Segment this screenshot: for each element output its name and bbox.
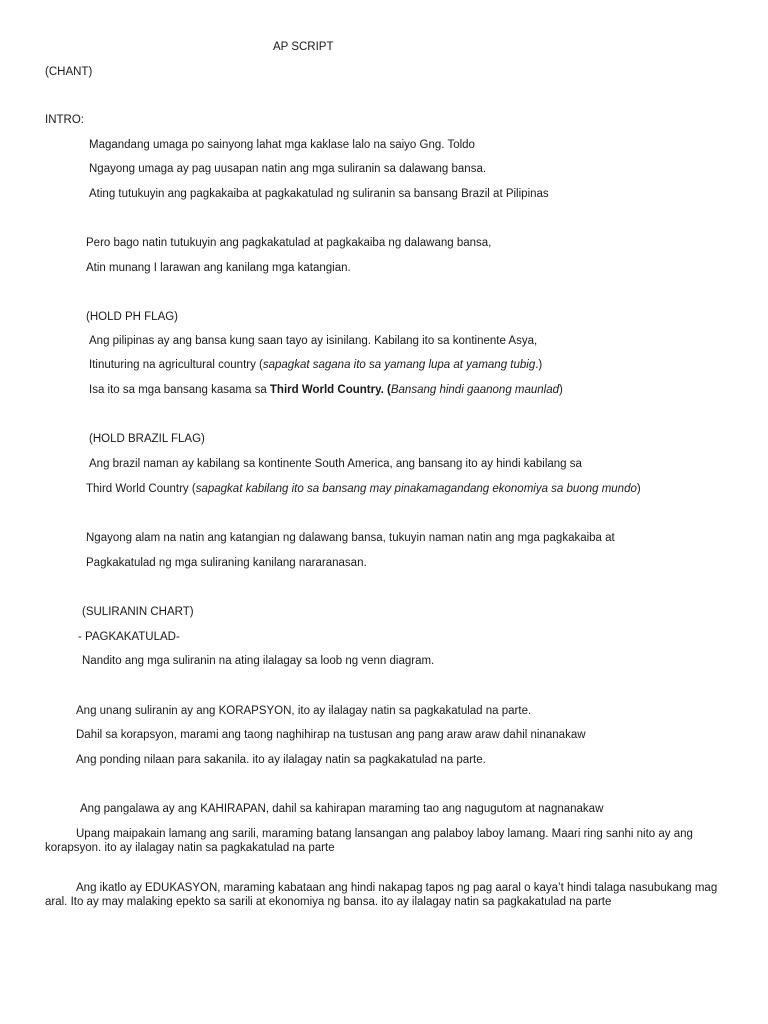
- brazil-flag-cue: (HOLD BRAZIL FLAG): [89, 433, 205, 445]
- intro-line: Magandang umaga po sainyong lahat mga kaklase lalo na saiyo Gng. Toldo: [89, 139, 475, 151]
- chant-cue: (CHANT): [45, 66, 93, 78]
- suliranin-line: Nandito ang mga suliranin na ating ilalagay sa loob ng venn diagram.: [82, 655, 435, 667]
- transition-line: Pero bago natin tutukuyin ang pagkakatulad at pagkakaiba ng dalawang bansa,: [86, 237, 492, 249]
- ph-flag-cue: (HOLD PH FLAG): [86, 311, 179, 323]
- transition-line: Atin munang I larawan ang kanilang mga katangian.: [86, 262, 351, 274]
- document-title: AP SCRIPT: [273, 41, 334, 53]
- intro-label: INTRO:: [45, 114, 84, 126]
- ph-line: Isa ito sa mga bansang kasama sa Third World Country. (Bansang hindi gaanong maunlad): [89, 384, 563, 396]
- suliranin-chart-cue: (SULIRANIN CHART): [82, 606, 194, 618]
- pagkakatulad-heading: - PAGKAKATULAD-: [78, 631, 180, 643]
- korapsyon-line: Ang unang suliranin ay ang KORAPSYON, ito ay ilalagay natin sa pagkakatulad na parte.: [76, 705, 532, 717]
- korapsyon-line: Ang ponding nilaan para sakanila. ito ay ilalagay natin sa pagkakatulad na parte.: [76, 754, 486, 766]
- kahirapan-line: Ang pangalawa ay ang KAHIRAPAN, dahil sa kahirapan maraming tao ang nagugutom at nagnanakaw: [80, 803, 604, 815]
- brazil-line: Third World Country (sapagkat kabilang ito sa bansang may pinakamagandang ekonomiya sa buong mundo): [86, 483, 641, 495]
- intro-line: Ating tutukuyin ang pagkakaiba at pagkakatulad ng suliranin sa bansang Brazil at Pilipinas: [89, 188, 549, 200]
- brazil-line: Ang brazil naman ay kabilang sa kontinente South America, ang bansang ito ay hindi kabilang sa: [89, 458, 582, 470]
- transition-line: Ngayong alam na natin ang katangian ng dalawang bansa, tukuyin naman natin ang mga pagkakaiba at: [86, 532, 615, 544]
- transition-line: Pagkakatulad ng mga suliraning kanilang nararanasan.: [86, 557, 367, 569]
- intro-line: Ngayong umaga ay pag uusapan natin ang mga suliranin sa dalawang bansa.: [89, 163, 487, 175]
- kahirapan-paragraph: Upang maipakain lamang ang sarili, maraming batang lansangan ang palaboy laboy lamang. Maari ring sanhi nito ay ang korapsyon. ito ay ilalagay natin sa pagkakatulad na parte: [45, 828, 693, 854]
- korapsyon-line: Dahil sa korapsyon, marami ang taong naghihirap na tustusan ang pang araw araw dahil ninanakaw: [76, 729, 586, 741]
- ph-line: Itinuturing na agricultural country (sapagkat sagana ito sa yamang lupa at yamang tubig.): [89, 359, 543, 371]
- ph-line: Ang pilipinas ay ang bansa kung saan tayo ay isinilang. Kabilang ito sa kontinente Asya,: [89, 335, 538, 347]
- edukasyon-paragraph: Ang ikatlo ay EDUKASYON, maraming kabataan ang hindi nakapag tapos ng pag aaral o kaya’t hindi talaga nasubukang mag aral. Ito ay may malaking epekto sa sarili at ekonomiya ng bansa. ito ay ilalagay natin sa pagkakatulad na parte: [45, 882, 718, 908]
